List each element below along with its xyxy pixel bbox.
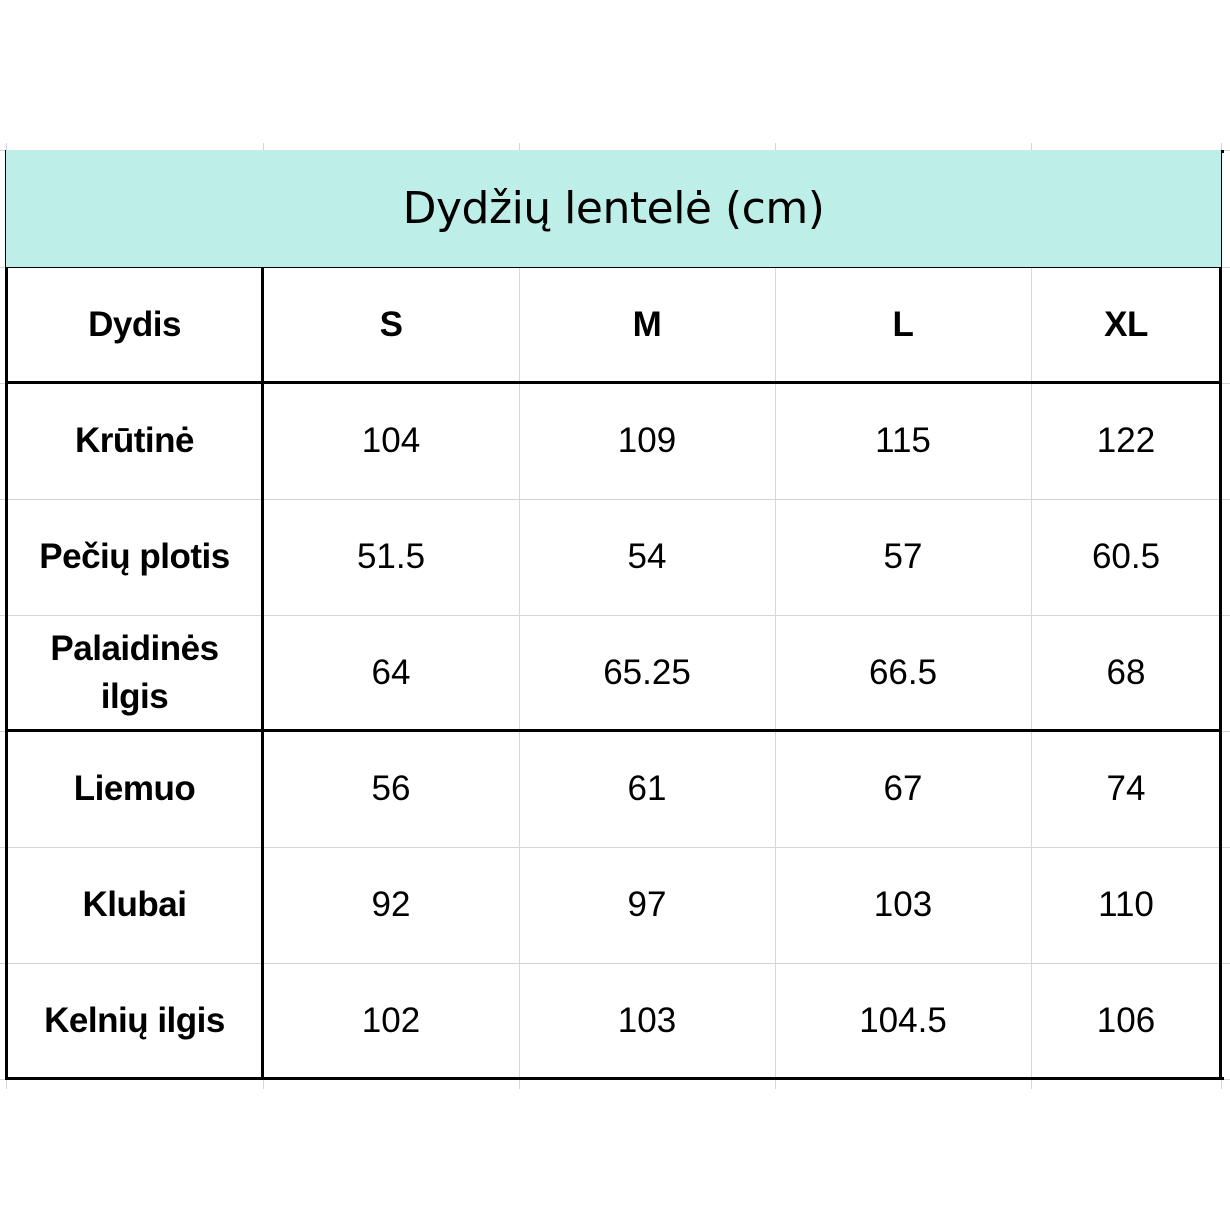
table-cell: 64 — [371, 653, 411, 692]
row-label: Liemuo — [73, 769, 196, 808]
table-cell: 61 — [627, 769, 667, 808]
header-size-s: S — [379, 305, 403, 344]
table-cell: 102 — [361, 1001, 421, 1040]
table-cell: 103 — [617, 1001, 677, 1040]
table-border — [1219, 150, 1222, 1080]
row-label: Klubai — [82, 885, 187, 924]
table-cell: 104.5 — [859, 1001, 947, 1040]
table-cell: 110 — [1098, 885, 1154, 924]
table-cell: 103 — [873, 885, 933, 924]
table-cell: 106 — [1096, 1001, 1156, 1040]
row-label: Krūtinė — [75, 421, 194, 460]
table-border — [6, 729, 1221, 732]
row-label: Kelnių ilgis — [44, 1001, 225, 1040]
header-size-xl: XL — [1104, 305, 1148, 344]
table-cell: 74 — [1106, 769, 1146, 808]
row-label: Palaidinės ilgis — [50, 629, 219, 716]
table-cell: 122 — [1096, 421, 1156, 460]
header-size-l: L — [892, 305, 914, 344]
table-cell: 97 — [627, 885, 667, 924]
table-border — [261, 267, 264, 1079]
table-border — [6, 381, 1221, 384]
table-cell: 66.5 — [868, 653, 938, 692]
table-border — [6, 1077, 1224, 1080]
table-cell: 56 — [371, 769, 411, 808]
table-cell: 104 — [361, 421, 421, 460]
table-border — [5, 150, 8, 1080]
table-cell: 92 — [371, 885, 411, 924]
table-cell: 67 — [883, 769, 923, 808]
table-cell: 109 — [617, 421, 677, 460]
table-title: Dydžių lentelė (cm) — [6, 150, 1221, 267]
header-size-m: M — [632, 305, 662, 344]
row-label: Pečių plotis — [39, 537, 230, 576]
header-size-label: Dydis — [88, 305, 181, 344]
table-cell: 60.5 — [1091, 537, 1161, 576]
table-cell: 68 — [1106, 653, 1146, 692]
table-cell: 115 — [875, 421, 931, 460]
table-cell: 57 — [883, 537, 923, 576]
table-cell: 51.5 — [356, 537, 426, 576]
table-cell: 65.25 — [603, 653, 691, 692]
table-cell: 54 — [627, 537, 667, 576]
